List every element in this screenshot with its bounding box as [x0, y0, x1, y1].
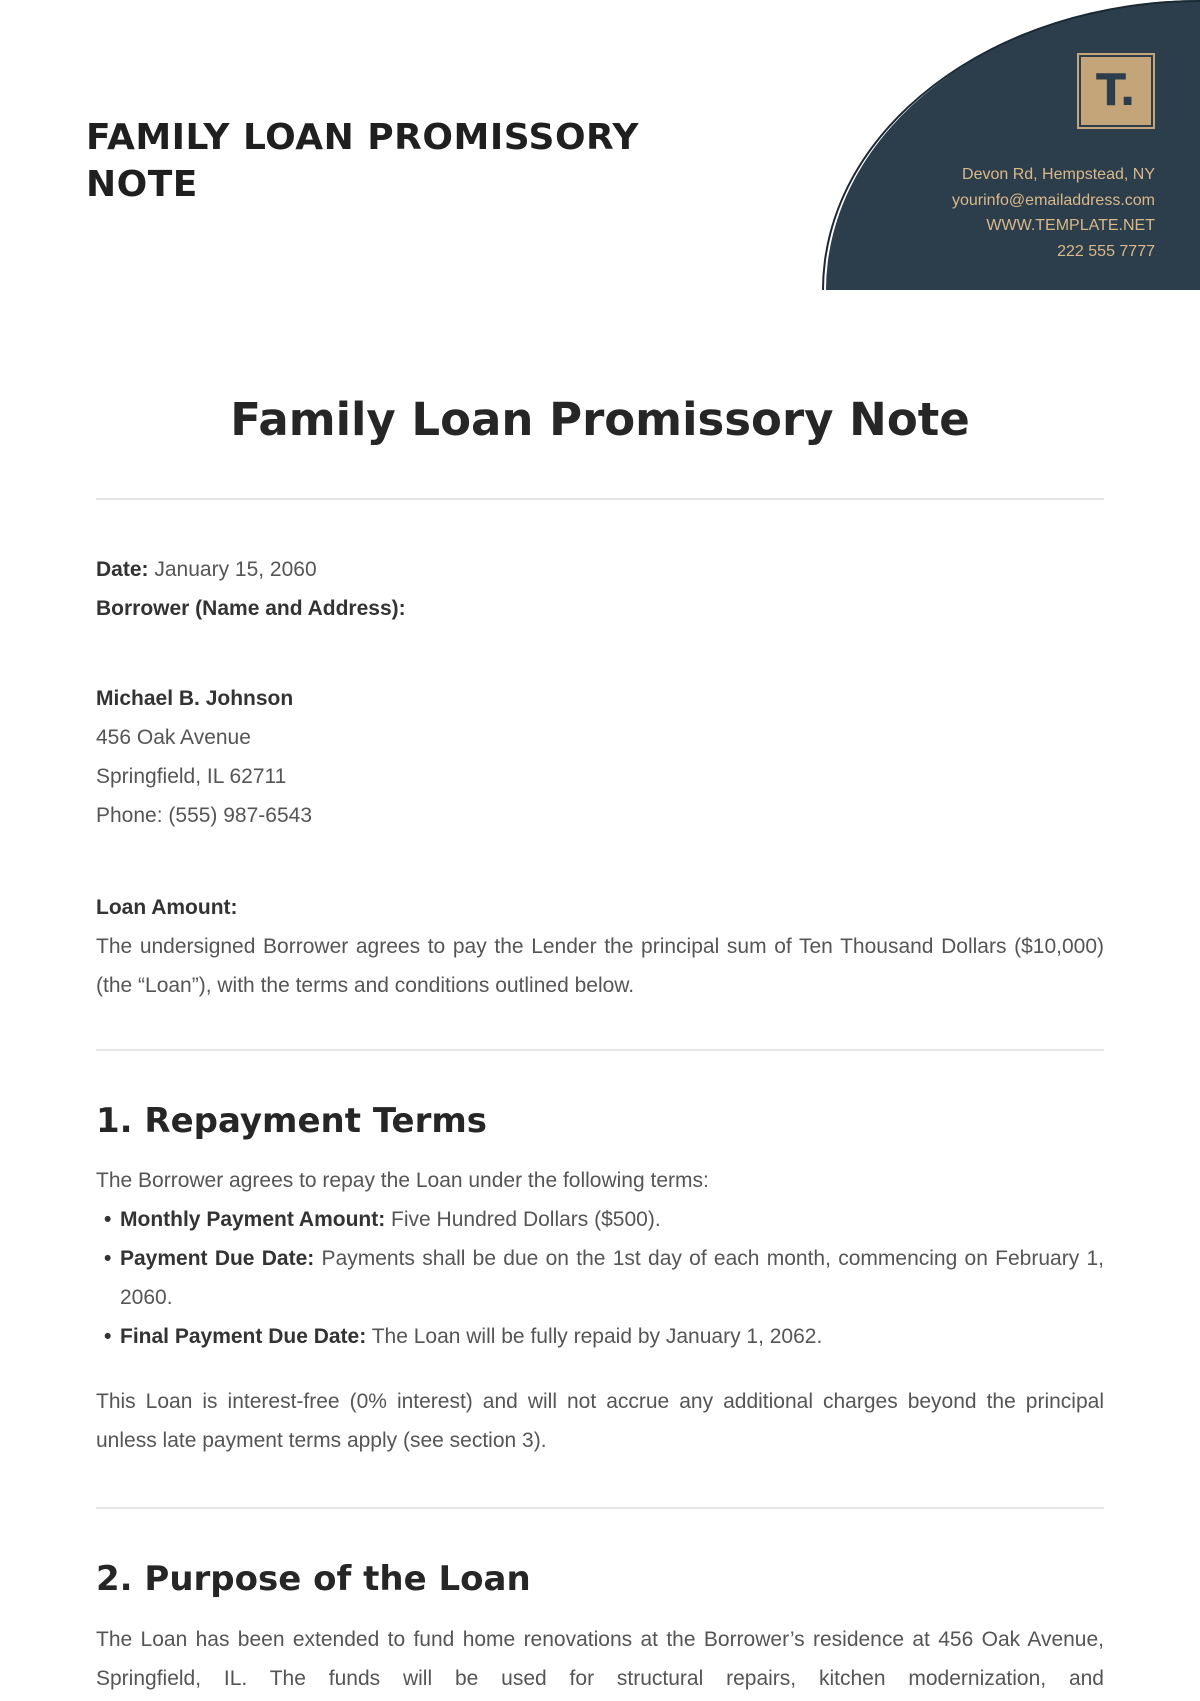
list-item-text: The Loan will be fully repaid by January 1, 2062.	[366, 1325, 823, 1348]
list-item	[96, 1239, 1104, 1317]
logo-letter: T.	[1095, 65, 1137, 116]
list-item	[96, 1200, 1104, 1239]
repayment-intro: The Borrower agrees to repay the Loan under the following terms:	[96, 1169, 709, 1192]
list-item-label: Payment Due Date:	[120, 1247, 315, 1270]
contact-website: WWW.TEMPLATE.NET	[986, 217, 1155, 234]
borrower-city: Springfield, IL 62711	[96, 765, 287, 788]
purpose-block	[96, 1620, 1104, 1698]
divider	[96, 498, 1104, 500]
contact-email: yourinfo@emailaddress.com	[952, 191, 1155, 209]
section-title-purpose: 2. Purpose of the Loan	[96, 1559, 531, 1599]
borrower-phone: Phone: (555) 987-6543	[96, 804, 312, 827]
borrower-label: Borrower (Name and Address):	[96, 597, 406, 620]
loan-amount-label: Loan Amount:	[96, 896, 238, 919]
repayment-note-block	[96, 1382, 1104, 1460]
list-item-label: Final Payment Due Date:	[120, 1325, 367, 1348]
contact-info	[855, 162, 1155, 264]
date-borrower-block	[96, 550, 1104, 628]
borrower-details	[96, 679, 1104, 835]
date-line	[96, 550, 1104, 589]
borrower-name: Michael B. Johnson	[96, 687, 294, 710]
repayment-note: This Loan is interest-free (0% interest) and will not accrue any additional charges beyond the principal unless late payment terms apply (see section 3).	[96, 1390, 1104, 1452]
divider	[96, 1507, 1104, 1509]
loan-amount-text: The undersigned Borrower agrees to pay the Lender the principal sum of Ten Thousand Dollars ($10,000) (the “Loan”), with the terms and conditions outlined below.	[96, 935, 1104, 997]
section-title-repayment: 1. Repayment Terms	[96, 1101, 487, 1141]
contact-phone: 222 555 7777	[1057, 242, 1155, 260]
date-label: Date:	[96, 558, 149, 581]
header-title-line2: NOTE	[86, 164, 198, 205]
divider	[96, 1049, 1104, 1051]
document-title: Family Loan Promissory Note	[230, 393, 970, 446]
loan-amount-block	[96, 888, 1104, 1005]
header-title-line1: FAMILY LOAN PROMISSORY	[86, 117, 639, 158]
list-item-text: Payments shall be due on the 1st day of each month, commencing on February 1, 2060.	[120, 1247, 1104, 1309]
date-value: January 15, 2060	[154, 558, 317, 581]
company-logo	[1081, 57, 1151, 125]
list-item-label: Monthly Payment Amount:	[120, 1208, 386, 1231]
header-title	[86, 114, 706, 208]
repayment-terms-block	[96, 1161, 1104, 1356]
repayment-list	[96, 1200, 1104, 1356]
contact-address: Devon Rd, Hempstead, NY	[962, 166, 1155, 183]
borrower-street: 456 Oak Avenue	[96, 726, 251, 749]
list-item-text: Five Hundred Dollars ($500).	[385, 1208, 661, 1231]
list-item	[96, 1317, 1104, 1356]
purpose-text: The Loan has been extended to fund home renovations at the Borrower’s residence at 456 Oak Avenue, Springfield, IL. The funds will be used for structural repairs, kitchen modernization, and	[96, 1628, 1104, 1690]
